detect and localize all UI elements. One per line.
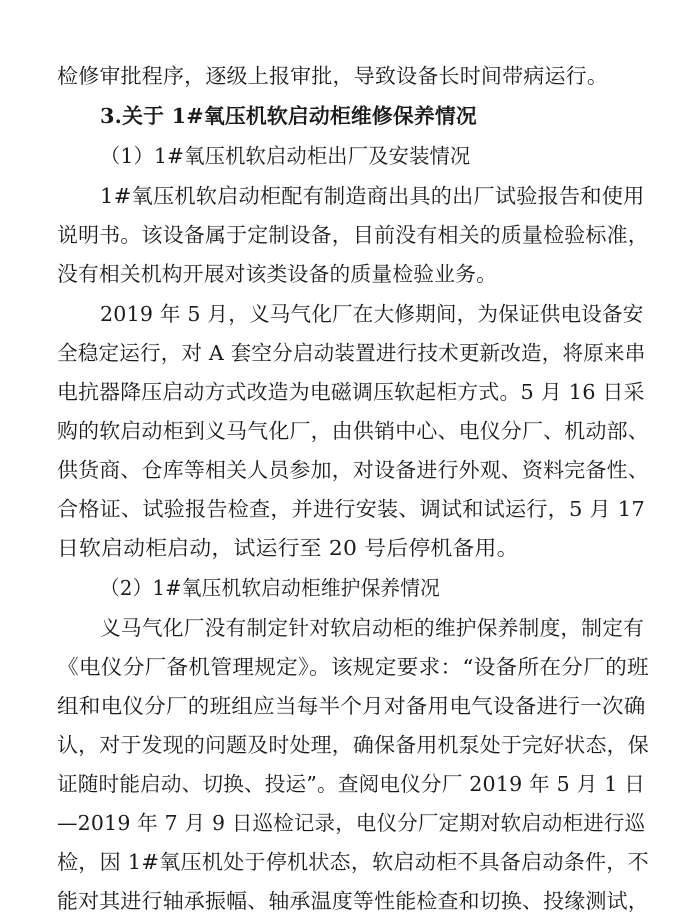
- text-line-12: 合格证、试验报告检查，并进行安装、调试和试运行，5 月 17: [57, 497, 646, 521]
- text-line-6: 没有相关机构开展对该类设备的质量检验业务。: [57, 262, 498, 286]
- text-line-9: 电抗器降压启动方式改造为电磁调压软起柜方式。5 月 16 日采: [57, 380, 645, 404]
- text-line-1: 检修审批程序，逐级上报审批，导致设备长时间带病运行。: [57, 64, 609, 88]
- text-line-22: 能对其进行轴承振幅、轴承温度等性能检查和切换、投缘测试，: [57, 889, 649, 913]
- subsection-heading-2: （2）1#氧压机软启动柜维护保养情况: [100, 576, 441, 600]
- text-line-8: 全稳定运行，对 A 套空分启动装置进行技术更新改造，将原来串: [57, 341, 646, 365]
- text-line-18: 认，对于发现的问题及时处理，确保备用机泵处于完好状态，保: [57, 733, 649, 757]
- text-line-4: 1#氧压机软启动柜配有制造商出具的出厂试验报告和使用: [100, 184, 645, 208]
- section-heading-3: 3.关于 1#氧压机软启动柜维修保养情况: [100, 104, 477, 128]
- subsection-heading-1: （1）1#氧压机软启动柜出厂及安装情况: [100, 144, 471, 168]
- text-line-16: 《电仪分厂备机管理规定》。该规定要求：“设备所在分厂的班: [57, 655, 649, 679]
- text-line-11: 供货商、仓库等相关人员参加，对设备进行外观、资料完备性、: [57, 458, 649, 482]
- text-line-21: 检，因 1#氧压机处于停机状态，软启动柜不具备启动条件，不: [57, 850, 649, 874]
- text-line-17: 组和电仪分厂的班组应当每半个月对备用电气设备进行一次确: [57, 694, 646, 718]
- text-line-7: 2019 年 5 月，义马气化厂在大修期间，为保证供电设备安: [100, 302, 644, 326]
- text-line-5: 说明书。该设备属于定制设备，目前没有相关的质量检验标准，: [57, 223, 649, 247]
- text-line-20: —2019 年 7 月 9 日巡检记录，电仪分厂定期对软启动柜进行巡: [57, 811, 646, 835]
- text-line-15: 义马气化厂没有制定针对软启动柜的维护保养制度，制定有: [100, 616, 645, 640]
- text-line-10: 购的软启动柜到义马气化厂，由供销中心、电仪分厂、机动部、: [57, 419, 649, 443]
- text-line-19: 证随时能启动、切换、投运”。查阅电仪分厂 2019 年 5 月 1 日: [57, 772, 646, 796]
- text-line-13: 日软启动柜启动，试运行至 20 号后停机备用。: [57, 536, 519, 560]
